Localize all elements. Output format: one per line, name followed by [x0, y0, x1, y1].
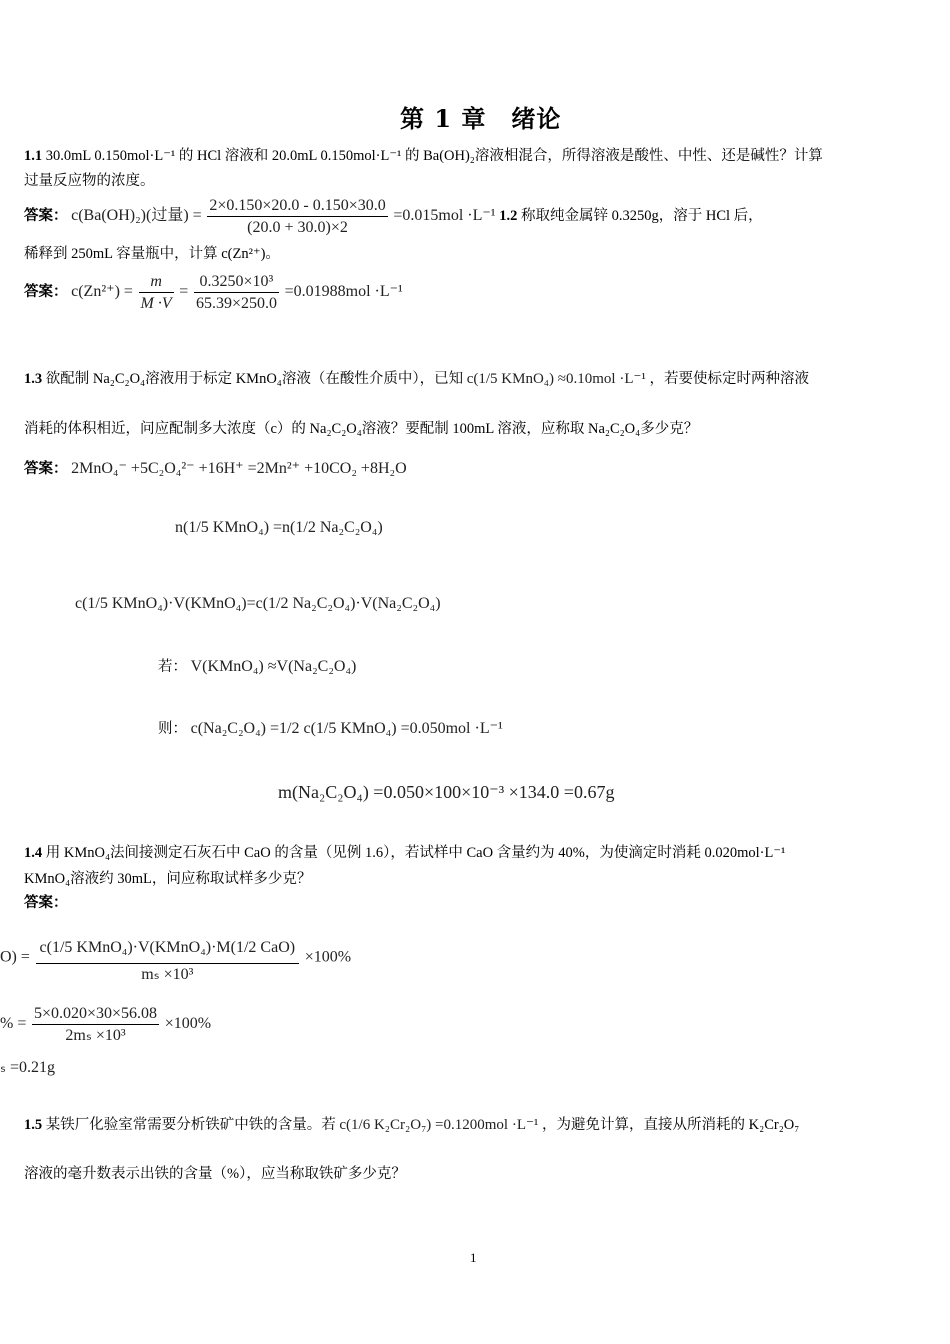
problem-text: ，若要使标定时两种溶液 — [649, 371, 810, 387]
problem-1-4-cont: KMnO₄溶液约 30mL，问应称取试样多少克？ — [24, 871, 312, 887]
answer-1-4-eq1 — [0, 932, 351, 984]
equation-reaction: 2MnO₄⁻ +5C₂O₄²⁻ +16H⁺ =2Mn²⁺ +10CO₂ +8H₂O — [71, 460, 407, 477]
page-title: 第 1 章 绪论 — [400, 104, 562, 133]
answer-1-1 — [24, 196, 763, 237]
answer-label: 答案： — [24, 284, 68, 301]
fraction-denominator: mₛ ×10³ — [141, 966, 194, 984]
equation-fraction — [207, 196, 387, 237]
equation-mass: m(Na₂C₂O₄) =0.050×100×10⁻³ ×134.0 =0.67g — [278, 782, 615, 802]
problem-text: 用 KMnO₄法间接测定石灰石中 CaO 的含量（见例 1.6），若试样中 CaO 含量约为 40%，为使滴定时消耗 0.020mol·L⁻¹ — [45, 845, 786, 861]
fraction-numerator: c(1/5 KMnO₄)·V(KMnO₄)·M(1/2 CaO) — [36, 932, 300, 964]
answer-1-2: 答案： c(Zn²⁺) = $\frac{m}{M \cdot V}$ = $\frac{\text{0.3250×10³}}{65.39\times 250.0}$ =0.01988mol ·L⁻¹ — [24, 273, 403, 313]
problem-text: 某铁厂化验室常需要分析铁矿中铁的含量。若 — [45, 1117, 336, 1133]
equation-lhs: c(Zn²⁺) = — [71, 283, 133, 301]
equation-volume: V(KMnO₄) ≈V(Na₂C₂O₄) — [190, 658, 357, 675]
fraction-numerator: 5×0.020×30×56.08 — [32, 1004, 159, 1025]
fraction-numerator: 0.3250×10³ — [194, 272, 279, 293]
equation-fraction — [36, 932, 300, 984]
answer-label: 答案： — [24, 208, 68, 225]
problem-text: 欲配制 Na₂C₂O₄溶液用于标定 KMnO₄溶液（在酸性介质中），已知 — [45, 371, 464, 387]
problem-1-3-cont: 消耗的体积相近，问应配制多大浓度（c）的 Na₂C₂O₄溶液？要配制 100mL 溶液，应称取 Na₂C₂O₄多少克？ — [24, 421, 699, 437]
then-label: 则： — [158, 721, 187, 737]
equation-fraction — [194, 272, 279, 313]
problem-1-1-cont: 过量反应物的浓度。 — [24, 173, 155, 189]
fraction-denominator: 65.39×250.0 — [195, 295, 277, 313]
fraction-denominator: (20.0 + 30.0)×2 — [247, 219, 348, 237]
equation-then — [158, 719, 503, 738]
problem-1-2-cont: 稀释到 250mL 容量瓶中，计算 c(Zn²⁺)。 — [24, 246, 280, 262]
problem-1-5-cont: 溶液的毫升数表示出铁的含量（%），应当称取铁矿多少克？ — [24, 1166, 406, 1182]
equation-fraction — [139, 272, 174, 313]
equation-lhs: O) = — [0, 948, 30, 966]
problem-text: ，为避免计算，直接从所消耗的 K₂Cr₂O₇ — [542, 1117, 800, 1133]
inline-equation: c(1/5 KMnO₄) ≈0.10mol ·L⁻¹ — [466, 371, 646, 387]
answer-1-4-eq3: ₛ =0.21g — [0, 1059, 55, 1076]
equation-rhs: =0.015mol ·L⁻¹ — [393, 207, 496, 225]
problem-number: 1.3 — [24, 371, 43, 387]
problem-1-4 — [24, 845, 785, 862]
problem-number: 1.5 — [24, 1117, 43, 1133]
problem-number: 1.2 — [499, 208, 518, 225]
fraction-denominator: M ·V — [140, 295, 172, 313]
inline-equation: c(1/6 K₂Cr₂O₇) =0.1200mol ·L⁻¹ — [339, 1117, 539, 1133]
if-label: 若： — [158, 659, 187, 675]
equation-lhs: % = — [0, 1015, 27, 1033]
equation-rhs: ×100% — [164, 1015, 212, 1033]
problem-1-3 — [24, 370, 809, 388]
equation-rhs: =0.01988mol ·L⁻¹ — [284, 283, 403, 301]
problem-number: 1.4 — [24, 845, 43, 861]
fraction-numerator: m — [139, 272, 174, 293]
fraction-numerator: 2×0.150×20.0 - 0.150×30.0 — [207, 196, 387, 217]
equation-cv-equal: c(1/5 KMnO₄)·V(KMnO₄)=c(1/2 Na₂C₂O₄)·V(Na₂C₂O₄) — [75, 595, 441, 612]
problem-1-5 — [24, 1116, 799, 1134]
answer-1-3 — [24, 459, 407, 478]
equation-concentration: c(Na₂C₂O₄) =1/2 c(1/5 KMnO₄) =0.050mol ·L⁻¹ — [190, 720, 503, 737]
answer-label: 答案： — [24, 461, 68, 477]
answer-label: 答案： — [24, 895, 68, 911]
fraction-denominator: 2mₛ ×10³ — [65, 1027, 126, 1045]
equation-if — [158, 657, 356, 676]
problem-number: 1.1 — [24, 148, 43, 164]
equation-lhs: c(Ba(OH)₂)(过量) = — [71, 207, 202, 225]
equation-rhs: ×100% — [304, 948, 352, 966]
problem-text: 称取纯金属锌 0.3250g，溶于 HCl 后， — [520, 208, 763, 225]
answer-1-4-eq2 — [0, 1004, 211, 1045]
equation-fraction — [32, 1004, 159, 1045]
problem-text: 30.0mL 0.150mol·L⁻¹ 的 HCl 溶液和 20.0mL 0.150mol·L⁻¹ 的 Ba(OH)₂溶液相混合，所得溶液是酸性、中性、还是碱性？计算 — [45, 148, 823, 164]
page-number: 1 — [470, 1250, 477, 1265]
problem-1-1 — [24, 148, 823, 165]
equation-mole-equal: n(1/5 KMnO₄) =n(1/2 Na₂C₂O₄) — [175, 519, 383, 536]
